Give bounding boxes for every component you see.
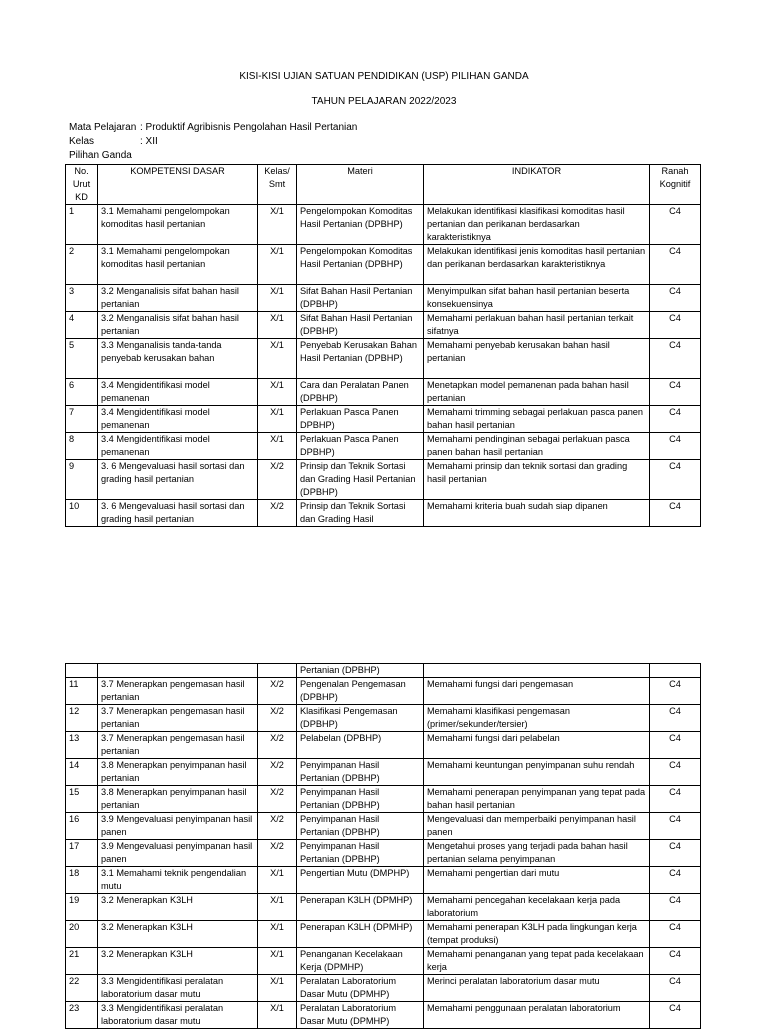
cell-kd: 3.2 Menerapkan K3LH	[98, 921, 258, 948]
cell-indikator: Memahami pengertian dari mutu	[424, 867, 650, 894]
cell-no: 22	[66, 975, 98, 1002]
subject-value: : Produktif Agribisnis Pengolahan Hasil Pertanian	[140, 122, 358, 133]
column-header-ranah: Ranah Kognitif	[650, 165, 701, 205]
cell-materi: Penanganan Kecelakaan Kerja (DPMHP)	[297, 948, 424, 975]
cell-indikator: Memahami pendinginan sebagai perlakuan pasca panen bahan hasil pertanian	[424, 433, 650, 460]
cell-kd: 3.3 Mengidentifikasi peralatan laboratorium dasar mutu	[98, 1002, 258, 1029]
table-row	[66, 205, 701, 245]
cell-kelas: X/2	[258, 759, 297, 786]
cell-ranah: C4	[650, 948, 701, 975]
cell-no	[66, 664, 98, 678]
table-row	[66, 285, 701, 312]
cell-kd: 3.2 Menerapkan K3LH	[98, 948, 258, 975]
cell-indikator: Memahami penggunaan peralatan laboratorium	[424, 1002, 650, 1029]
cell-no: 14	[66, 759, 98, 786]
cell-indikator: Memahami pencegahan kecelakaan kerja pada laboratorium	[424, 894, 650, 921]
grid-table-page-2	[65, 663, 701, 1029]
cell-no: 18	[66, 867, 98, 894]
cell-ranah: C4	[650, 705, 701, 732]
cell-kd: 3.2 Menerapkan K3LH	[98, 894, 258, 921]
cell-kelas: X/1	[258, 312, 297, 339]
cell-kd: 3.1 Memahami pengelompokan komoditas hasil pertanian	[98, 245, 258, 285]
cell-kd: 3.3 Mengidentifikasi peralatan laboratorium dasar mutu	[98, 975, 258, 1002]
cell-no: 10	[66, 500, 98, 527]
cell-ranah: C4	[650, 840, 701, 867]
cell-kelas: X/1	[258, 245, 297, 285]
table-row	[66, 245, 701, 285]
cell-kelas: X/1	[258, 285, 297, 312]
cell-indikator: Memahami fungsi dari pengemasan	[424, 678, 650, 705]
cell-no: 3	[66, 285, 98, 312]
cell-materi: Peralatan Laboratorium Dasar Mutu (DPMHP)	[297, 1002, 424, 1029]
cell-kelas: X/2	[258, 813, 297, 840]
cell-materi: Prinsip dan Teknik Sortasi dan Grading Hasil	[297, 500, 424, 527]
cell-kelas: X/1	[258, 948, 297, 975]
class-value: : XII	[140, 136, 158, 147]
cell-kd: 3.9 Mengevaluasi penyimpanan hasil panen	[98, 840, 258, 867]
cell-kd: 3. 6 Mengevaluasi hasil sortasi dan grading hasil pertanian	[98, 500, 258, 527]
table-row	[66, 705, 701, 732]
cell-no: 19	[66, 894, 98, 921]
cell-materi: Prinsip dan Teknik Sortasi dan Grading Hasil Pertanian (DPBHP)	[297, 460, 424, 500]
class-line	[69, 136, 158, 148]
cell-kelas: X/2	[258, 678, 297, 705]
cell-kelas: X/1	[258, 339, 297, 379]
cell-indikator	[424, 664, 650, 678]
cell-kd: 3.8 Menerapkan penyimpanan hasil pertanian	[98, 759, 258, 786]
cell-materi: Pertanian (DPBHP)	[297, 664, 424, 678]
cell-materi: Penyimpanan Hasil Pertanian (DPBHP)	[297, 813, 424, 840]
cell-ranah: C4	[650, 732, 701, 759]
cell-materi: Penerapan K3LH (DPMHP)	[297, 894, 424, 921]
question-type: Pilihan Ganda	[69, 150, 132, 161]
table-row	[66, 813, 701, 840]
class-label: Kelas	[69, 136, 95, 147]
cell-no: 15	[66, 786, 98, 813]
cell-ranah: C4	[650, 406, 701, 433]
continuation-row	[66, 664, 701, 678]
cell-indikator: Memahami kriteria buah sudah siap dipanen	[424, 500, 650, 527]
cell-kelas: X/1	[258, 205, 297, 245]
cell-kelas: X/1	[258, 1002, 297, 1029]
table-row	[66, 1002, 701, 1029]
table-row	[66, 339, 701, 379]
table-row	[66, 948, 701, 975]
cell-indikator: Memahami klasifikasi pengemasan (primer/sekunder/tersier)	[424, 705, 650, 732]
table-row	[66, 867, 701, 894]
table-row	[66, 786, 701, 813]
cell-kd: 3.2 Menganalisis sifat bahan hasil pertanian	[98, 312, 258, 339]
cell-ranah: C4	[650, 1002, 701, 1029]
cell-indikator: Memahami penanganan yang tepat pada kecelakaan kerja	[424, 948, 650, 975]
cell-kelas	[258, 664, 297, 678]
cell-kelas: X/1	[258, 894, 297, 921]
cell-kelas: X/2	[258, 786, 297, 813]
cell-materi: Perlakuan Pasca Panen DPBHP)	[297, 406, 424, 433]
cell-ranah: C4	[650, 500, 701, 527]
cell-indikator: Merinci peralatan laboratorium dasar mutu	[424, 975, 650, 1002]
cell-indikator: Memahami keuntungan penyimpanan suhu rendah	[424, 759, 650, 786]
cell-indikator: Melakukan identifikasi jenis komoditas hasil pertanian dan perikanan berdasarkan karakteristiknya	[424, 245, 650, 285]
table-row	[66, 460, 701, 500]
cell-no: 4	[66, 312, 98, 339]
cell-no: 16	[66, 813, 98, 840]
cell-no: 8	[66, 433, 98, 460]
cell-kelas: X/1	[258, 921, 297, 948]
cell-kelas: X/1	[258, 867, 297, 894]
cell-kd: 3.4 Mengidentifikasi model pemanenan	[98, 433, 258, 460]
cell-kd: 3.3 Menganalisis tanda-tanda penyebab kerusakan bahan	[98, 339, 258, 379]
cell-materi: Sifat Bahan Hasil Pertanian (DPBHP)	[297, 312, 424, 339]
cell-no: 11	[66, 678, 98, 705]
cell-no: 6	[66, 379, 98, 406]
cell-materi: Klasifikasi Pengemasan (DPBHP)	[297, 705, 424, 732]
cell-materi: Sifat Bahan Hasil Pertanian (DPBHP)	[297, 285, 424, 312]
column-header-no: No. Urut KD	[66, 165, 98, 205]
cell-ranah: C4	[650, 678, 701, 705]
cell-materi: Penyimpanan Hasil Pertanian (DPBHP)	[297, 840, 424, 867]
cell-materi: Penyebab Kerusakan Bahan Hasil Pertanian (DPBHP)	[297, 339, 424, 379]
cell-ranah: C4	[650, 813, 701, 840]
table-row	[66, 678, 701, 705]
cell-no: 9	[66, 460, 98, 500]
table-row	[66, 975, 701, 1002]
cell-ranah: C4	[650, 205, 701, 245]
cell-kd: 3.1 Memahami teknik pengendalian mutu	[98, 867, 258, 894]
cell-kelas: X/1	[258, 975, 297, 1002]
cell-kd: 3.4 Mengidentifikasi model pemanenan	[98, 379, 258, 406]
cell-no: 21	[66, 948, 98, 975]
cell-ranah: C4	[650, 759, 701, 786]
cell-materi: Pengelompokan Komoditas Hasil Pertanian (DPBHP)	[297, 245, 424, 285]
cell-kelas: X/2	[258, 705, 297, 732]
cell-indikator: Menetapkan model pemanenan pada bahan hasil pertanian	[424, 379, 650, 406]
cell-kd	[98, 664, 258, 678]
cell-no: 13	[66, 732, 98, 759]
cell-materi: Cara dan Peralatan Panen (DPBHP)	[297, 379, 424, 406]
cell-materi: Pengenalan Pengemasan (DPBHP)	[297, 678, 424, 705]
table-row	[66, 379, 701, 406]
subject-label: Mata Pelajaran	[69, 122, 137, 133]
cell-kelas: X/2	[258, 840, 297, 867]
cell-kelas: X/1	[258, 433, 297, 460]
cell-kd: 3.7 Menerapkan pengemasan hasil pertanian	[98, 705, 258, 732]
cell-materi: Perlakuan Pasca Panen DPBHP)	[297, 433, 424, 460]
column-header-indikator: INDIKATOR	[424, 165, 650, 205]
cell-ranah: C4	[650, 460, 701, 500]
cell-kd: 3.2 Menganalisis sifat bahan hasil pertanian	[98, 285, 258, 312]
cell-no: 2	[66, 245, 98, 285]
subject-line	[69, 122, 357, 134]
cell-ranah: C4	[650, 786, 701, 813]
cell-materi: Peralatan Laboratorium Dasar Mutu (DPMHP)	[297, 975, 424, 1002]
column-header-kd: KOMPETENSI DASAR	[98, 165, 258, 205]
cell-kd: 3.1 Memahami pengelompokan komoditas hasil pertanian	[98, 205, 258, 245]
cell-no: 5	[66, 339, 98, 379]
cell-indikator: Memahami perlakuan bahan hasil pertanian terkait sifatnya	[424, 312, 650, 339]
cell-ranah: C4	[650, 339, 701, 379]
cell-ranah: C4	[650, 379, 701, 406]
table-row	[66, 500, 701, 527]
cell-kelas: X/2	[258, 732, 297, 759]
cell-materi: Penyimpanan Hasil Pertanian (DPBHP)	[297, 759, 424, 786]
cell-indikator: Melakukan identifikasi klasifikasi komoditas hasil pertanian dan perikanan berdasarkan karakteristiknya	[424, 205, 650, 245]
cell-indikator: Mengetahui proses yang terjadi pada bahan hasil pertanian selama penyimpanan	[424, 840, 650, 867]
cell-materi: Pelabelan (DPBHP)	[297, 732, 424, 759]
cell-no: 12	[66, 705, 98, 732]
cell-indikator: Memahami fungsi dari pelabelan	[424, 732, 650, 759]
cell-ranah: C4	[650, 921, 701, 948]
cell-indikator: Memahami penerapan K3LH pada lingkungan kerja (tempat produksi)	[424, 921, 650, 948]
cell-kd: 3.9 Mengevaluasi penyimpanan hasil panen	[98, 813, 258, 840]
table-row	[66, 312, 701, 339]
cell-no: 1	[66, 205, 98, 245]
cell-ranah: C4	[650, 312, 701, 339]
cell-kd: 3.7 Menerapkan pengemasan hasil pertanian	[98, 678, 258, 705]
cell-no: 20	[66, 921, 98, 948]
table-row	[66, 433, 701, 460]
cell-ranah: C4	[650, 245, 701, 285]
cell-indikator: Menyimpulkan sifat bahan hasil pertanian beserta konsekuensinya	[424, 285, 650, 312]
cell-kelas: X/1	[258, 406, 297, 433]
cell-kd: 3.7 Menerapkan pengemasan hasil pertanian	[98, 732, 258, 759]
cell-kelas: X/2	[258, 460, 297, 500]
cell-indikator: Memahami trimming sebagai perlakuan pasca panen bahan hasil pertanian	[424, 406, 650, 433]
cell-materi: Pengelompokan Komoditas Hasil Pertanian (DPBHP)	[297, 205, 424, 245]
cell-ranah: C4	[650, 867, 701, 894]
table-row	[66, 732, 701, 759]
cell-ranah: C4	[650, 894, 701, 921]
cell-kelas: X/1	[258, 379, 297, 406]
table-row	[66, 840, 701, 867]
cell-kd: 3. 6 Mengevaluasi hasil sortasi dan grading hasil pertanian	[98, 460, 258, 500]
cell-indikator: Memahami penerapan penyimpanan yang tepat pada bahan hasil pertanian	[424, 786, 650, 813]
cell-materi: Penyimpanan Hasil Pertanian (DPBHP)	[297, 786, 424, 813]
cell-kd: 3.4 Mengidentifikasi model pemanenan	[98, 406, 258, 433]
table-row	[66, 406, 701, 433]
cell-ranah	[650, 664, 701, 678]
cell-ranah: C4	[650, 975, 701, 1002]
table-row	[66, 921, 701, 948]
cell-indikator: Memahami penyebab kerusakan bahan hasil pertanian	[424, 339, 650, 379]
cell-ranah: C4	[650, 285, 701, 312]
cell-ranah: C4	[650, 433, 701, 460]
academic-year: TAHUN PELAJARAN 2022/2023	[311, 96, 457, 107]
cell-indikator: Memahami prinsip dan teknik sortasi dan grading hasil pertanian	[424, 460, 650, 500]
grid-table-page-1	[65, 164, 701, 527]
table-row	[66, 759, 701, 786]
column-header-materi: Materi	[297, 165, 424, 205]
cell-no: 7	[66, 406, 98, 433]
cell-materi: Pengertian Mutu (DMPHP)	[297, 867, 424, 894]
table-row	[66, 894, 701, 921]
cell-indikator: Mengevaluasi dan memperbaiki penyimpanan hasil panen	[424, 813, 650, 840]
column-header-kelas: Kelas/ Smt	[258, 165, 297, 205]
cell-kelas: X/2	[258, 500, 297, 527]
cell-no: 17	[66, 840, 98, 867]
cell-no: 23	[66, 1002, 98, 1029]
document-title: KISI-KISI UJIAN SATUAN PENDIDIKAN (USP) PILIHAN GANDA	[239, 71, 529, 82]
cell-materi: Penerapan K3LH (DPMHP)	[297, 921, 424, 948]
cell-kd: 3.8 Menerapkan penyimpanan hasil pertanian	[98, 786, 258, 813]
